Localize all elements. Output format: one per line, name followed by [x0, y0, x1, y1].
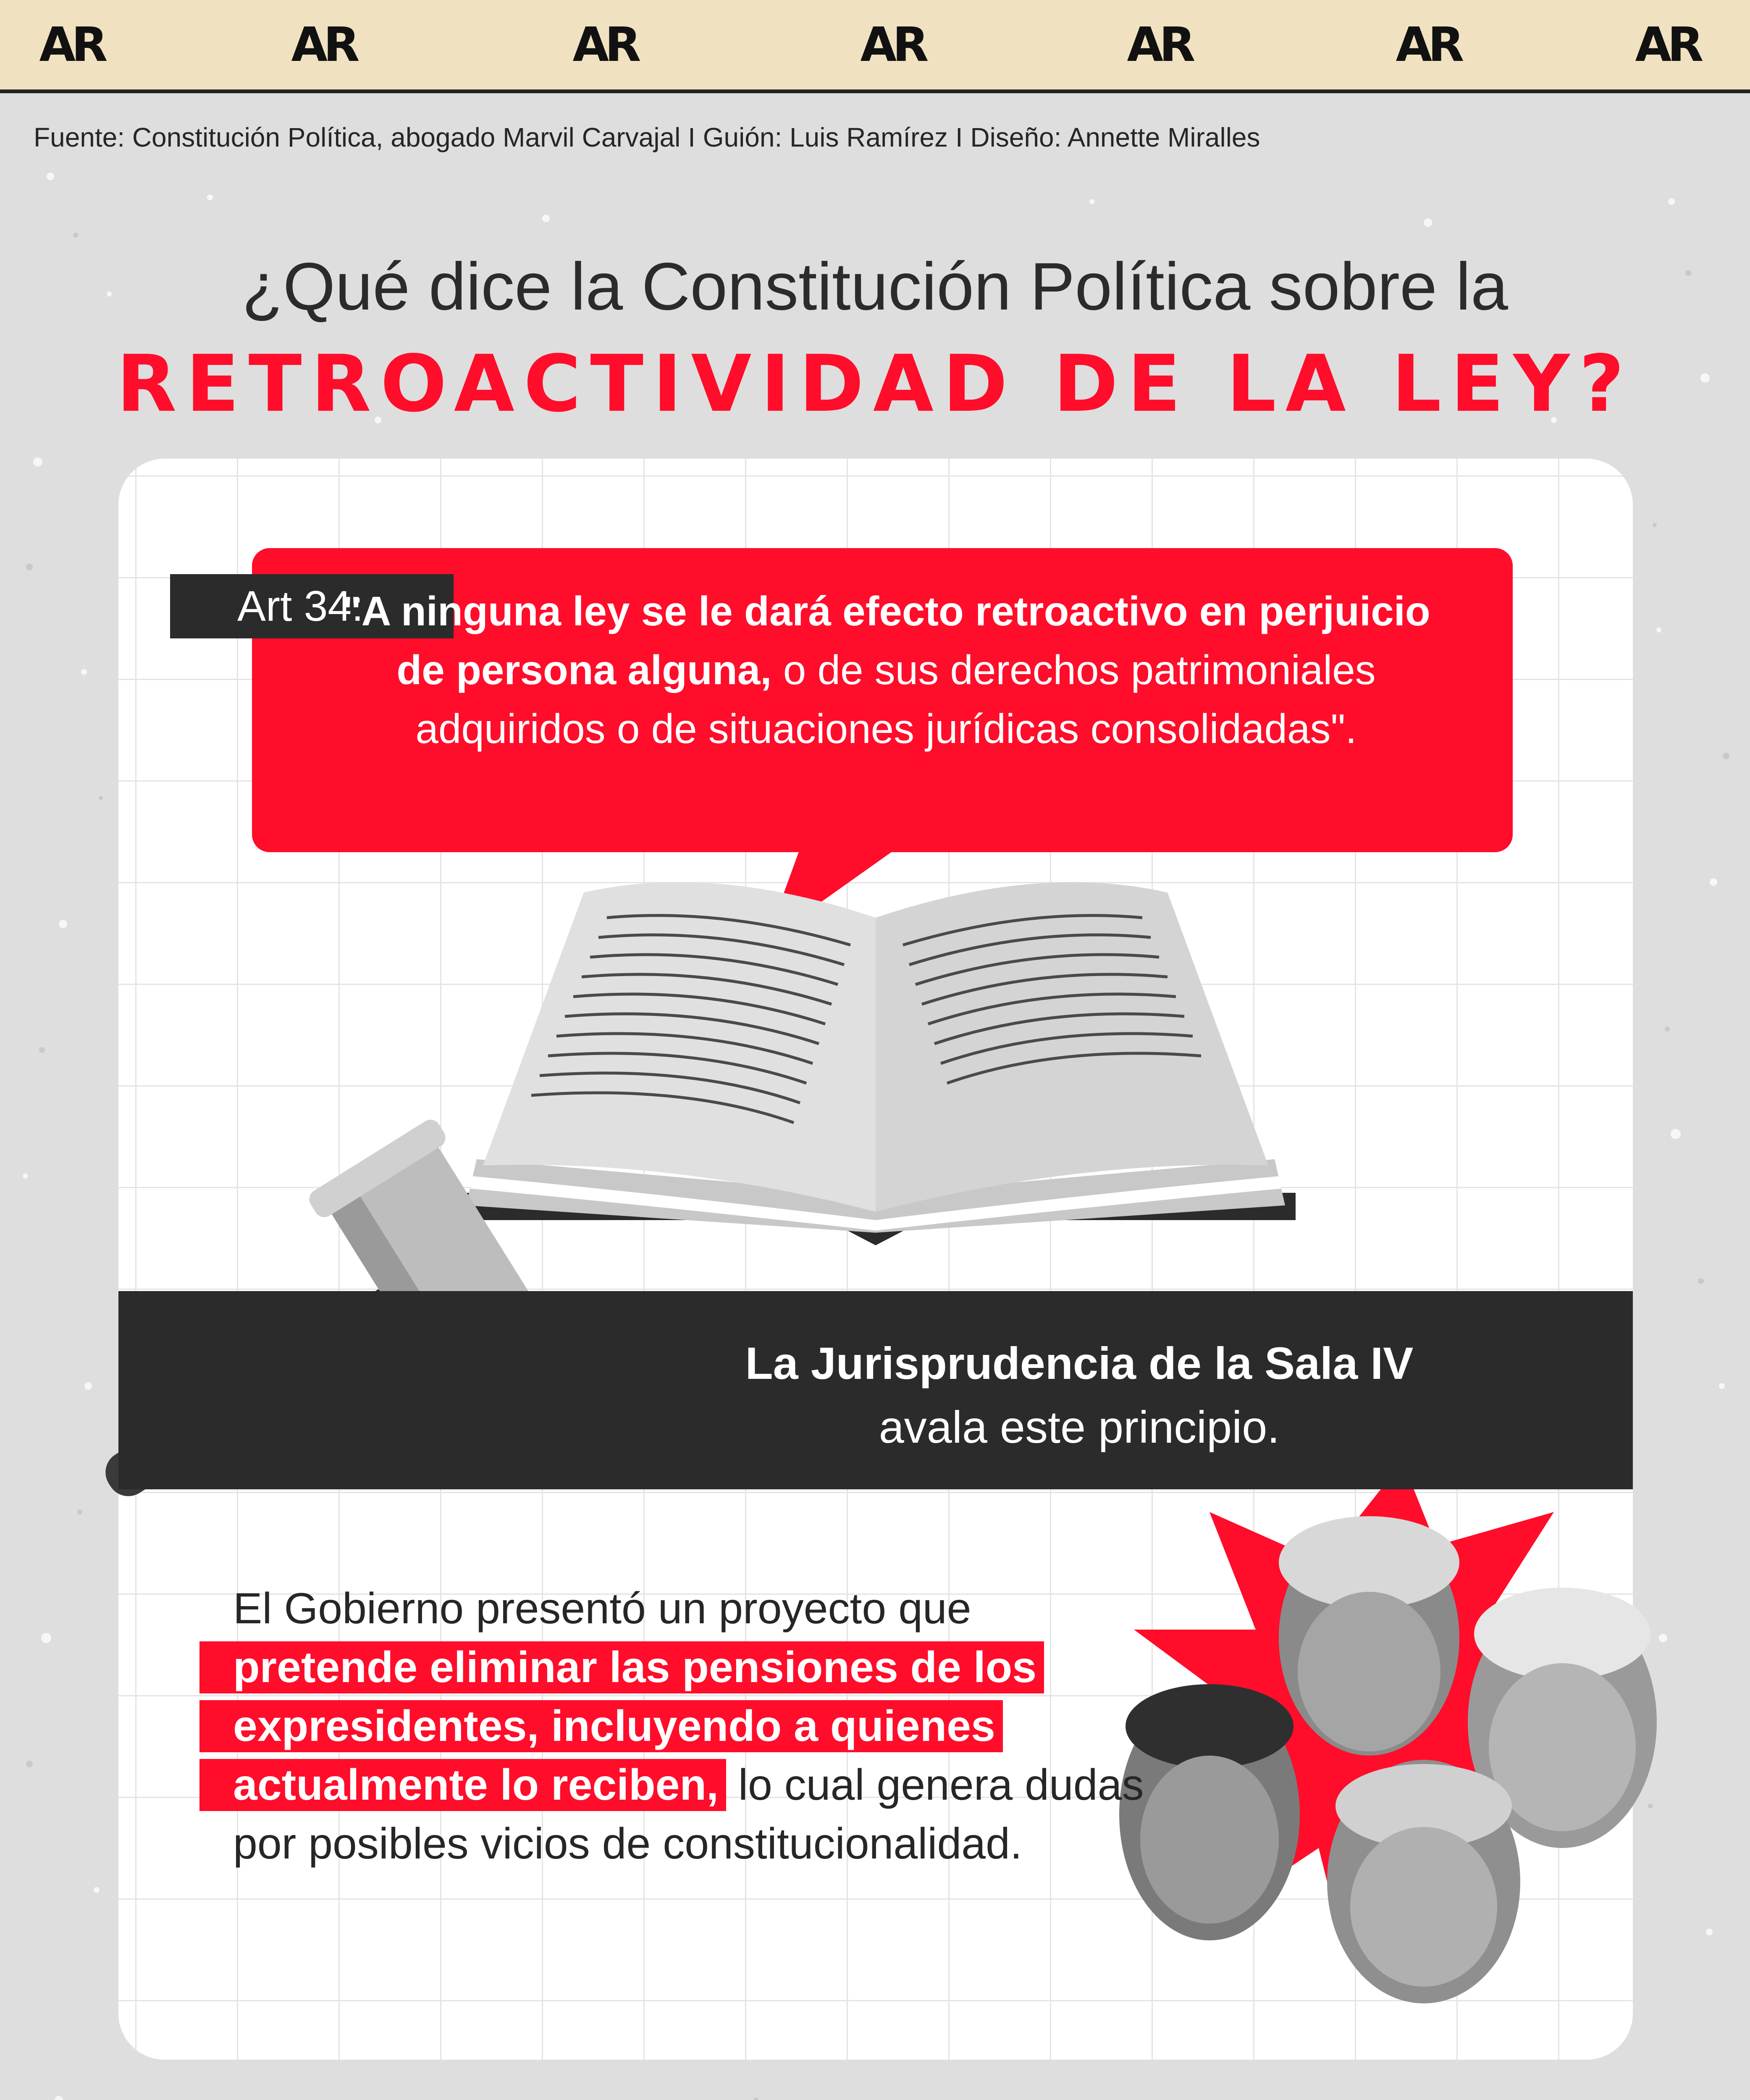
quote-rest: o de sus derechos patrimoniales adquiridos o de situaciones jurídicas consolidadas". — [415, 647, 1376, 752]
headline-emphasis: RETROACTIVIDAD DE LA LEY? — [116, 338, 1634, 429]
quote-emphasis: "A ninguna ley se le dará efecto retroactivo en perjuicio de persona alguna, — [342, 588, 1430, 693]
ar-logo: AR — [860, 18, 925, 72]
article-label: Art 34: — [170, 574, 454, 638]
credits-line: Fuente: Constitución Política, abogado Marvil Carvajal I Guión: Luis Ramírez I Diseño: Annette Miralles — [34, 122, 1260, 152]
paragraph-intro: El Gobierno presentó un proyecto que — [233, 1584, 971, 1633]
sala-iv-emphasis: La Jurisprudencia de la Sala IV — [745, 1338, 1414, 1389]
government-paragraph — [233, 1579, 1157, 1873]
ar-logo: AR — [572, 18, 637, 72]
ar-logo: AR — [1396, 18, 1460, 72]
headline: ¿Qué dice la Constitución Política sobre la — [242, 249, 1508, 324]
paragraph-outro: lo cual genera dudas por posibles vicios de constitucionalidad. — [233, 1761, 1144, 1868]
ar-logo: AR — [291, 18, 356, 72]
portrait-collage — [1119, 1462, 1657, 2003]
ar-logo: AR — [1127, 18, 1191, 72]
ar-logo: AR — [39, 18, 104, 72]
sala-iv-rest: avala este principio. — [879, 1402, 1280, 1452]
open-book-icon — [456, 882, 1296, 1246]
sala-iv-text — [655, 1331, 1503, 1459]
paragraph-highlight: pretende eliminar las pensiones de los expresidentes, incluyendo a quienes actualmente lo reciben, — [199, 1641, 1044, 1811]
ar-logo: AR — [1635, 18, 1700, 72]
